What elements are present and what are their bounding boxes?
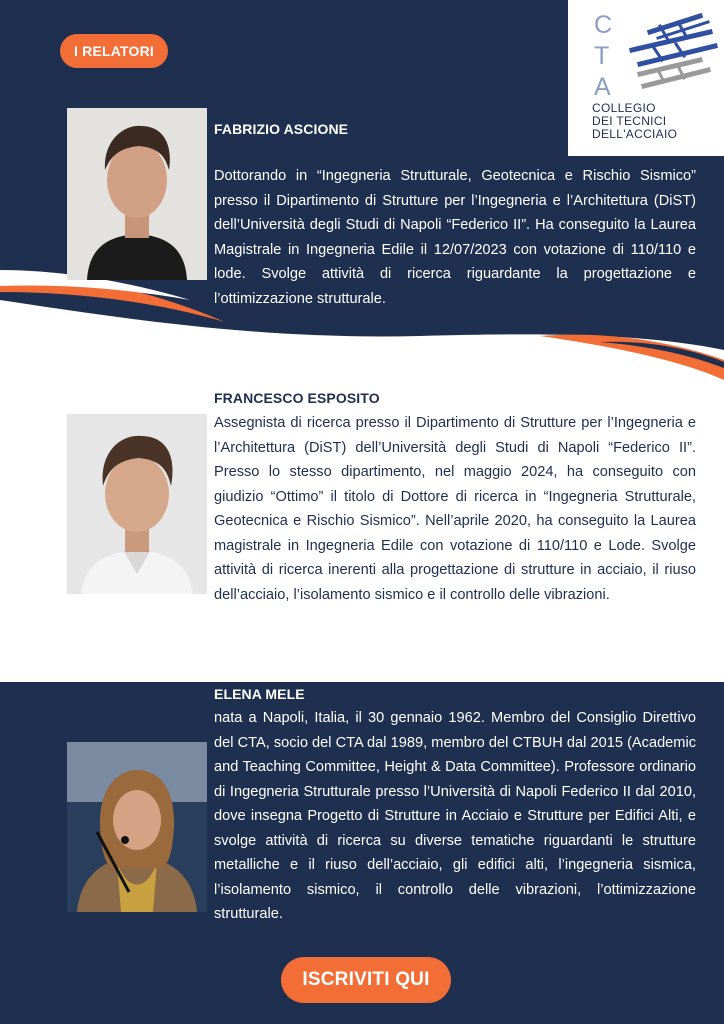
speaker-photo-fabrizio-ascione xyxy=(67,108,207,280)
speaker-photo-francesco-esposito xyxy=(67,414,207,594)
speaker-bio: nata a Napoli, Italia, il 30 gennaio 1962. Membro del Consiglio Direttivo del CTA, socio del CTA dal 1989, membro del CTBUH dal 2015 (Academic and Teaching Committee, Height & Data Committee). Professore ordinario di Ingegneria Strutturale presso l’Università di Napoli Federico II dal 2010, dove insegna Progetto di Strutture in Acciaio e Strutture per Edifici Alti, e svolge attività di ricerca su diverse tematiche riguardanti le strutture metalliche e il riuso dell’acciaio, gli edifici alti, l’ingegneria sismica, l’isolamento sismico, il controllo delle vibrazioni, l’ottimizzazione strutturale. xyxy=(214,710,696,922)
register-button[interactable]: ISCRIVITI QUI xyxy=(281,957,451,1003)
speaker-bio: Assegnista di ricerca presso il Dipartimento di Strutture per l’Ingegneria e l’Architettura (DiST) dell’Università degli Studi di Napoli “Federico II”. Presso lo stesso dipartimento, nel maggio 2024, ha conseguito con giudizio “Ottimo” il titolo di Dottore di ricerca in “Ingegneria Strutturale, Geotecnica e Rischio Sismico”. Nell’aprile 2020, ha conseguito la Laurea magistrale in Ingegneria Edile con votazione di 110/110 e Lode. Svolge attività di ricerca inerenti alla progettazione di strutture in acciaio, il riuso dell’acciaio, l’isolamento sismico e il controllo delle vibrazioni. xyxy=(214,415,696,603)
speaker-bio: Dottorando in “Ingegneria Strutturale, Geotecnica e Rischio Sismico” presso il Dipartimento di Strutture per l’Ingegneria e l’Architettura (DiST) dell’Università degli Studi di Napoli “Federico II”. Ha conseguito la Laurea Magistrale in Ingegneria Edile il 12/07/2023 con votazione di 110/110 e lode. Svolge attività di ricerca riguardante la progettazione e l’ottimizzazione strutturale. xyxy=(214,168,696,307)
cta-logo xyxy=(568,0,724,156)
section-label-badge: I RELATORI xyxy=(60,34,168,68)
speaker-name: FRANCESCO ESPOSITO xyxy=(214,390,380,406)
logo-letters: C T A xyxy=(594,11,613,101)
logo-wordmark: COLLEGIO DEI TECNICI DELL'ACCIAIO xyxy=(592,101,678,141)
speaker-name: FABRIZIO ASCIONE xyxy=(214,121,349,137)
speaker-name: ELENA MELE xyxy=(214,686,305,702)
speaker-photo-elena-mele xyxy=(67,742,207,912)
steel-beams-icon xyxy=(620,10,720,98)
